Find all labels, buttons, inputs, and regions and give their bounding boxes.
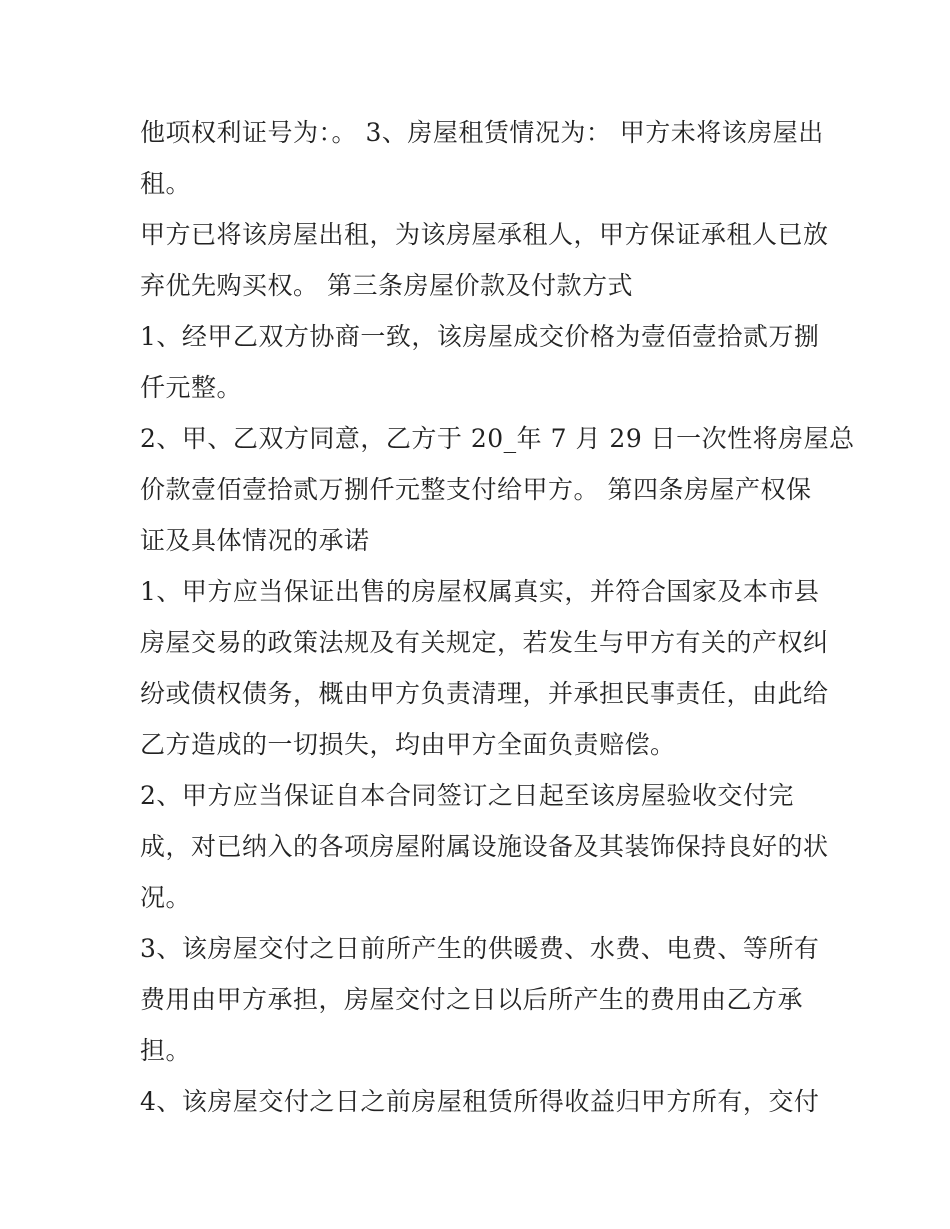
text-line: 房屋交易的政策法规及有关规定，若发生与甲方有关的产权纠 — [140, 628, 829, 657]
text-line: 2、甲、乙双方同意，乙方于 20_年 7 月 29 日一次性将房屋总 — [140, 424, 855, 453]
contract-text — [140, 107, 855, 1127]
text-line: 证及具体情况的承诺 — [140, 526, 370, 555]
text-line: 2、甲方应当保证自本合同签订之日起至该房屋验收交付完 — [140, 781, 794, 810]
text-line: 成，对已纳入的各项房屋附属设施设备及其装饰保持良好的状 — [140, 832, 829, 861]
text-line: 纷或债权债务，概由甲方负责清理，并承担民事责任，由此给 — [140, 679, 829, 708]
text-line: 他项权利证号为：。 3、房屋租赁情况为： 甲方未将该房屋出 — [140, 118, 824, 147]
text-line: 况。 — [140, 883, 192, 912]
text-line: 弃优先购买权。 第三条房屋价款及付款方式 — [140, 271, 633, 300]
text-line: 担。 — [140, 1036, 192, 1065]
text-line: 价款壹佰壹拾贰万捌仟元整支付给甲方。 第四条房屋产权保 — [140, 475, 812, 504]
text-line: 1、经甲乙双方协商一致，该房屋成交价格为壹佰壹拾贰万捌 — [140, 322, 820, 351]
text-line: 乙方造成的一切损失，均由甲方全面负责赔偿。 — [140, 730, 676, 759]
text-line: 4、该房屋交付之日之前房屋租赁所得收益归甲方所有，交付 — [140, 1087, 820, 1116]
text-line: 仟元整。 — [140, 373, 243, 402]
text-line: 1、甲方应当保证出售的房屋权属真实，并符合国家及本市县 — [140, 577, 820, 606]
text-line: 3、该房屋交付之日前所产生的供暖费、水费、电费、等所有 — [140, 934, 820, 963]
text-line: 租。 — [140, 169, 192, 198]
text-line: 甲方已将该房屋出租，为该房屋承租人，甲方保证承租人已放 — [140, 220, 829, 249]
text-line: 费用由甲方承担，房屋交付之日以后所产生的费用由乙方承 — [140, 985, 804, 1014]
